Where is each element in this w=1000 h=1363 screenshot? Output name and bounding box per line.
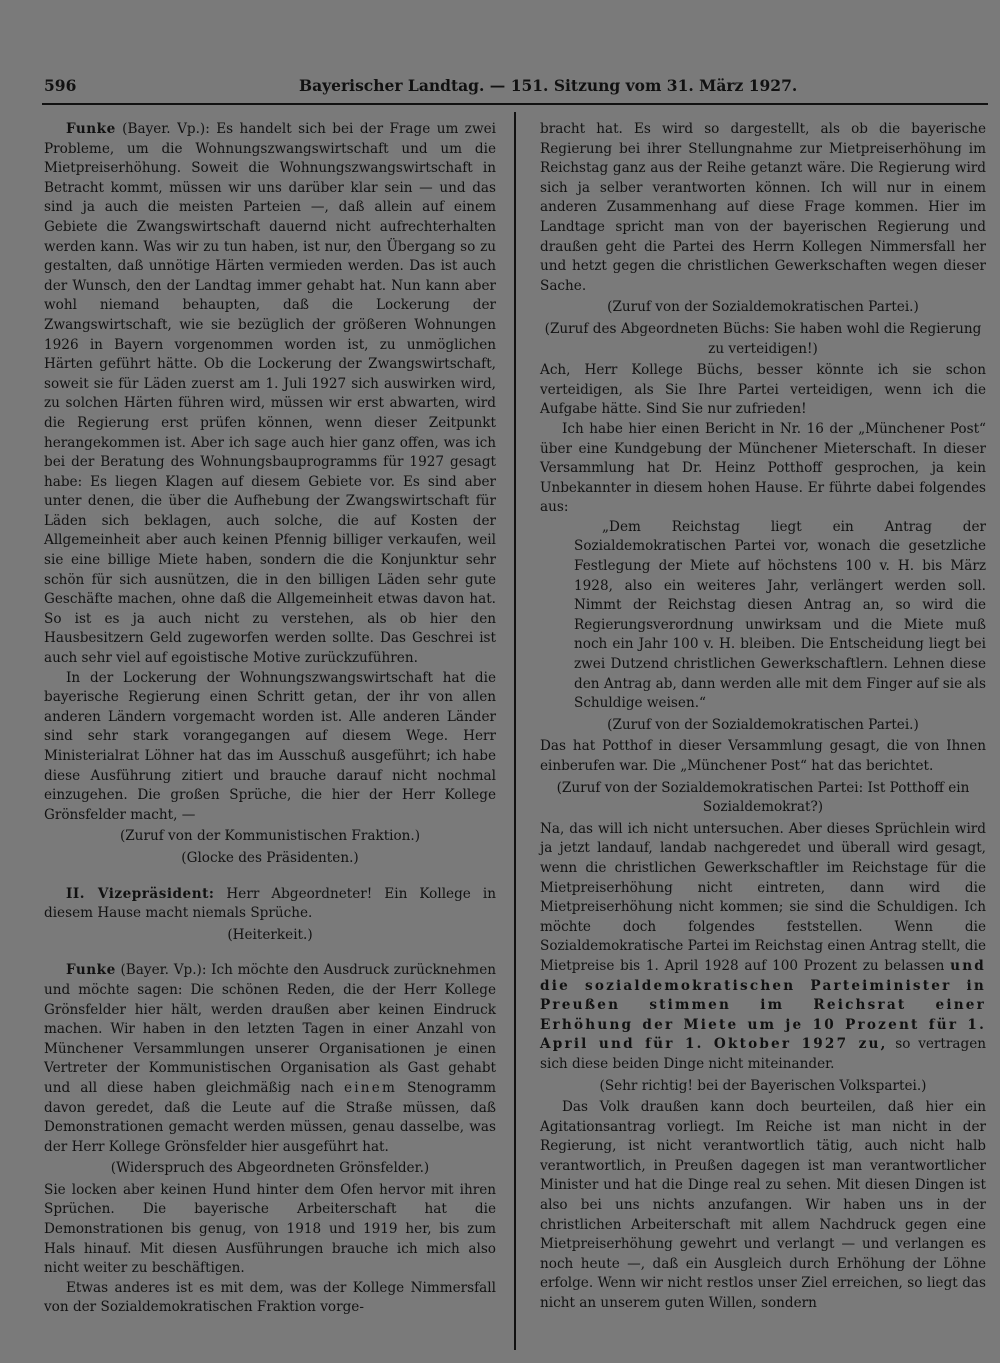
header-rule (42, 103, 988, 105)
paragraph (44, 961, 496, 1157)
interjection: (Sehr richtig! bei der Bayerischen Volkspartei.) (599, 1077, 927, 1094)
interjection: (Zuruf von der Kommunistischen Fraktion.) (119, 828, 421, 845)
paragraph (540, 820, 986, 1075)
running-title: Bayerischer Landtag. — 151. Sitzung vom 31. März 1927. (299, 76, 798, 95)
left-column (44, 120, 496, 1318)
interjection: (Zuruf des Abgeordneten Büchs: Sie haben wohl die Regierung zu verteidigen!) (544, 320, 982, 357)
interjection: (Widerspruch des Abgeordneten Grönsfelder.) (110, 1160, 430, 1177)
paragraph (44, 885, 496, 924)
paragraph-text: Herr Abgeordneter! Ein Kollege in diesem Hause macht niemals Sprüche. (44, 885, 496, 922)
paragraph-text: Na, das will ich nicht untersuchen. Aber dieses Sprüchlein wird ja jetzt landauf, landab nachgeredet und überall wird gesagt, wenn die christlichen Gewerkschaftler im Reichstage für die Mietpreiserhöhung nicht eintreten, dann wird die Mietpreiserhöhung nicht kommen; sie sind die Schuldigen. Ich möchte doch folgendes feststellen. Wenn die Sozialdemokratische Partei im Reichstag einen Antrag stellt, die Mietpreise bis 1. April 1928 auf 100 Prozent zu belassen (540, 820, 986, 974)
paragraph (44, 120, 496, 669)
paragraph: In der Lockerung der Wohnungszwangswirtschaft hat die bayerische Regierung einen Schritt getan, der ihr von allen anderen Ländern vorgemacht worden ist. Alle anderen Länder sind sehr stark vorangegangen auf diesem Wege. Herr Ministerialrat Löhner hat das im Ausschuß ausgeführt; ich habe diese Ausführung zitiert und brauche darauf nicht nochmal einzugehen. Die großen Sprüche, die hier der Herr Kollege Grönsfelder macht, — (44, 669, 496, 823)
spacer (44, 871, 496, 885)
column-divider (514, 112, 516, 1350)
paragraph: Das Volk draußen kann doch beurteilen, daß hier ein Agitationsantrag vorliegt. Im Reiche ist man nicht in der Regierung, ist nicht verantwortlich tätig, auch nicht halb verantwortlich, in Preußen dagegen ist man verantwortlicher Minister und hat die Dinge real zu sehen. Mit diesen Dingen ist also bei uns nichts anzufangen. Wir haben uns in der christlichen Arbeiterschaft mit allem Nachdruck gegen eine Mietpreiserhöhung gewehrt und verlangt — und verlangen es noch heute —, daß ein Ausgleich durch Erhöhung der Löhne erfolge. Wenn wir nicht restlos unser Ziel erreichen, so liegt das nicht an unserem guten Willen, sondern (540, 1099, 986, 1312)
block-quote: „Dem Reichstag liegt ein Antrag der Sozialdemokratischen Partei vor, wonach die gesetzliche Festlegung der Miete auf höchstens 100 v. H. bis März 1928, also ein weiteres Jahr, verlängert werden soll. Nimmt der Reichstag diesen Antrag an, so wird die Regierungsverordnung unwirksam und die Miete muß noch ein Jahr 100 v. H. bleiben. Die Entscheidung liegt bei zwei Dutzend christlichen Gewerkschaftlern. Lehnen diese den Antrag ab, dann werden alle mit dem Finger auf sie als Schuldige weisen.“ (574, 518, 986, 712)
paragraph-text: (Bayer. Vp.): Es handelt sich bei der Frage um zwei Probleme, um die Wohnungszwangswirtschaft und um die Mietpreiserhöhung. Soweit die Wohnungszwangswirtschaft in Betracht kommt, müssen wir uns darüber klar sein — und das sind ja auch die meisten Parteien —, daß allein auf einem Gebiete die Zwangswirtschaft dauernd nicht aufrechterhalten werden kann. Was wir zu tun haben, ist nur, den Übergang so zu gestalten, daß unnötige Härten vermieden werden. Das ist auch der Wunsch, den der Landtag immer gehabt hat. Nun kann aber wohl niemand behaupten, daß die Lockerung der Zwangswirtschaft, wie sie bezüglich der größeren Wohnungen 1926 in Bayern vorgenommen worden ist, zu unmöglichen Härten geführt hätte. Ob die Lockerung der Zwangswirtschaft, soweit sie für Läden zuerst am 1. Juli 1927 sich auswirken wird, zu solchen Härten führen wird, müssen wir erst abwarten, wird die Regierung erst prüfen können, wenn dieser Zeitpunkt herangekommen ist. Aber ich sage auch hier ganz offen, was ich bei der Beratung des Wohnungsbauprogramms für 1927 gesagt habe: Es liegen Klagen auf diesem Gebiete vor. Es sind aber unter denen, die über die Aufhebung der Zwangswirtschaft für Läden sich beklagen, auch solche, die auf Kosten der Allgemeinheit aber auch keinen Pfennig billiger verkaufen, weil sie eine billige Miete haben, sondern die die Konjunktur sehr schön für sich ausnützen, die in den billigen Läden sehr gute Geschäfte machen, ohne daß die Allgemeinheit etwas davon hat. So ist es ja auch nicht zu verstehen, als ob hier den Hausbesitzern Geld zugeworfen werden sollte. Das Geschrei ist auch sehr viel auf egoistische Motive zurückzuführen. (44, 121, 496, 667)
paragraph: bracht hat. Es wird so dargestellt, als ob die bayerische Regierung bei ihrer Stellungnahme zur Mietpreiserhöhung im Reichstag ganz aus der Reihe getanzt wäre. Die Regierung wird sich ja selber verantworten können. Ich will nur in einem anderen Zusammenhang auf diese Frage kommen. Hier im Landtage spricht man von der bayerischen Regierung und draußen geht die Partei des Herrn Kollegen Nimmersfall her und hetzt gegen die christlichen Gewerkschaften wegen dieser Sache. (540, 121, 986, 294)
spaced-text: einem (344, 1079, 398, 1096)
interjection: (Zuruf von der Sozialdemokratischen Partei.) (607, 716, 919, 733)
paragraph: Ach, Herr Kollege Büchs, besser könnte ich sie schon verteidigen, als Sie Ihre Partei verteidigen, wenn ich die Aufgabe hätte. Sind Sie nur zufrieden! (540, 362, 986, 418)
paragraph-text: so vertragen sich diese beiden Dinge nicht miteinander. (540, 1036, 986, 1072)
interjection: (Zuruf von der Sozialdemokratischen Partei: Ist Potthoff ein Sozialdemokrat?) (556, 779, 970, 816)
page-header (44, 76, 988, 102)
spacer (44, 947, 496, 961)
paragraph-text: Stenogramm davon geredet, daß die Leute auf die Straße müssen, daß Demonstrationen gemacht werden müssen, genau dasselbe, was der Herr Kollege Grönsfelder hier ausgeführt hat. (44, 1079, 496, 1155)
right-column (540, 120, 986, 1314)
speaker-name: Funke (66, 121, 116, 137)
spaced-text: und die sozialdemokratischen Parteiminister in Preußen stimmen im Reichsrat einer Erhöhung der Miete um je 10 Prozent für 1. April und für 1. Oktober 1927 zu, (540, 957, 986, 1053)
interjection: (Heiterkeit.) (227, 926, 313, 943)
interjection: (Glocke des Präsidenten.) (181, 849, 359, 866)
page-number: 596 (44, 76, 77, 95)
paragraph: Ich habe hier einen Bericht in Nr. 16 der „Münchener Post“ über eine Kundgebung der Münchener Mieterschaft. In dieser Versammlung hat Dr. Heinz Potthoff gesprochen, ja kein Unbekannter in diesem hohen Hause. Er führte dabei folgendes aus: (540, 420, 986, 516)
paragraph: Etwas anderes ist es mit dem, was der Kollege Nimmersfall von der Sozialdemokratischen Fraktion vorge- (44, 1279, 496, 1316)
paragraph-text: (Bayer. Vp.): Ich möchte den Ausdruck zurücknehmen und möchte sagen: Die schönen Reden, die der Herr Kollege Grönsfelder hier hält, werden draußen aber keinen Eindruck machen. Wir haben in den letzten Tagen in einer Anzahl von Münchener Versammlungen unserer Organisationen je einen Vertreter der Kommunistischen Organisation als Gast gehabt und all diese haben gleichmäßig nach (44, 962, 496, 1096)
speaker-name: II. Vizepräsident: (66, 885, 215, 902)
paragraph: Das hat Potthof in dieser Versammlung gesagt, die von Ihnen einberufen war. Die „Münchener Post“ hat das berichtet. (540, 738, 986, 774)
interjection: (Zuruf von der Sozialdemokratischen Partei.) (607, 299, 919, 316)
speaker-name: Funke (66, 962, 116, 979)
paragraph: Sie locken aber keinen Hund hinter dem Ofen hervor mit ihren Sprüchen. Die bayerische Arbeiterschaft hat die Demonstrationen bis genug, von 1918 und 1919 her, bis zum Hals hinauf. Mit diesen Ausführungen brauche ich mich also nicht weiter zu beschäftigen. (44, 1181, 496, 1277)
